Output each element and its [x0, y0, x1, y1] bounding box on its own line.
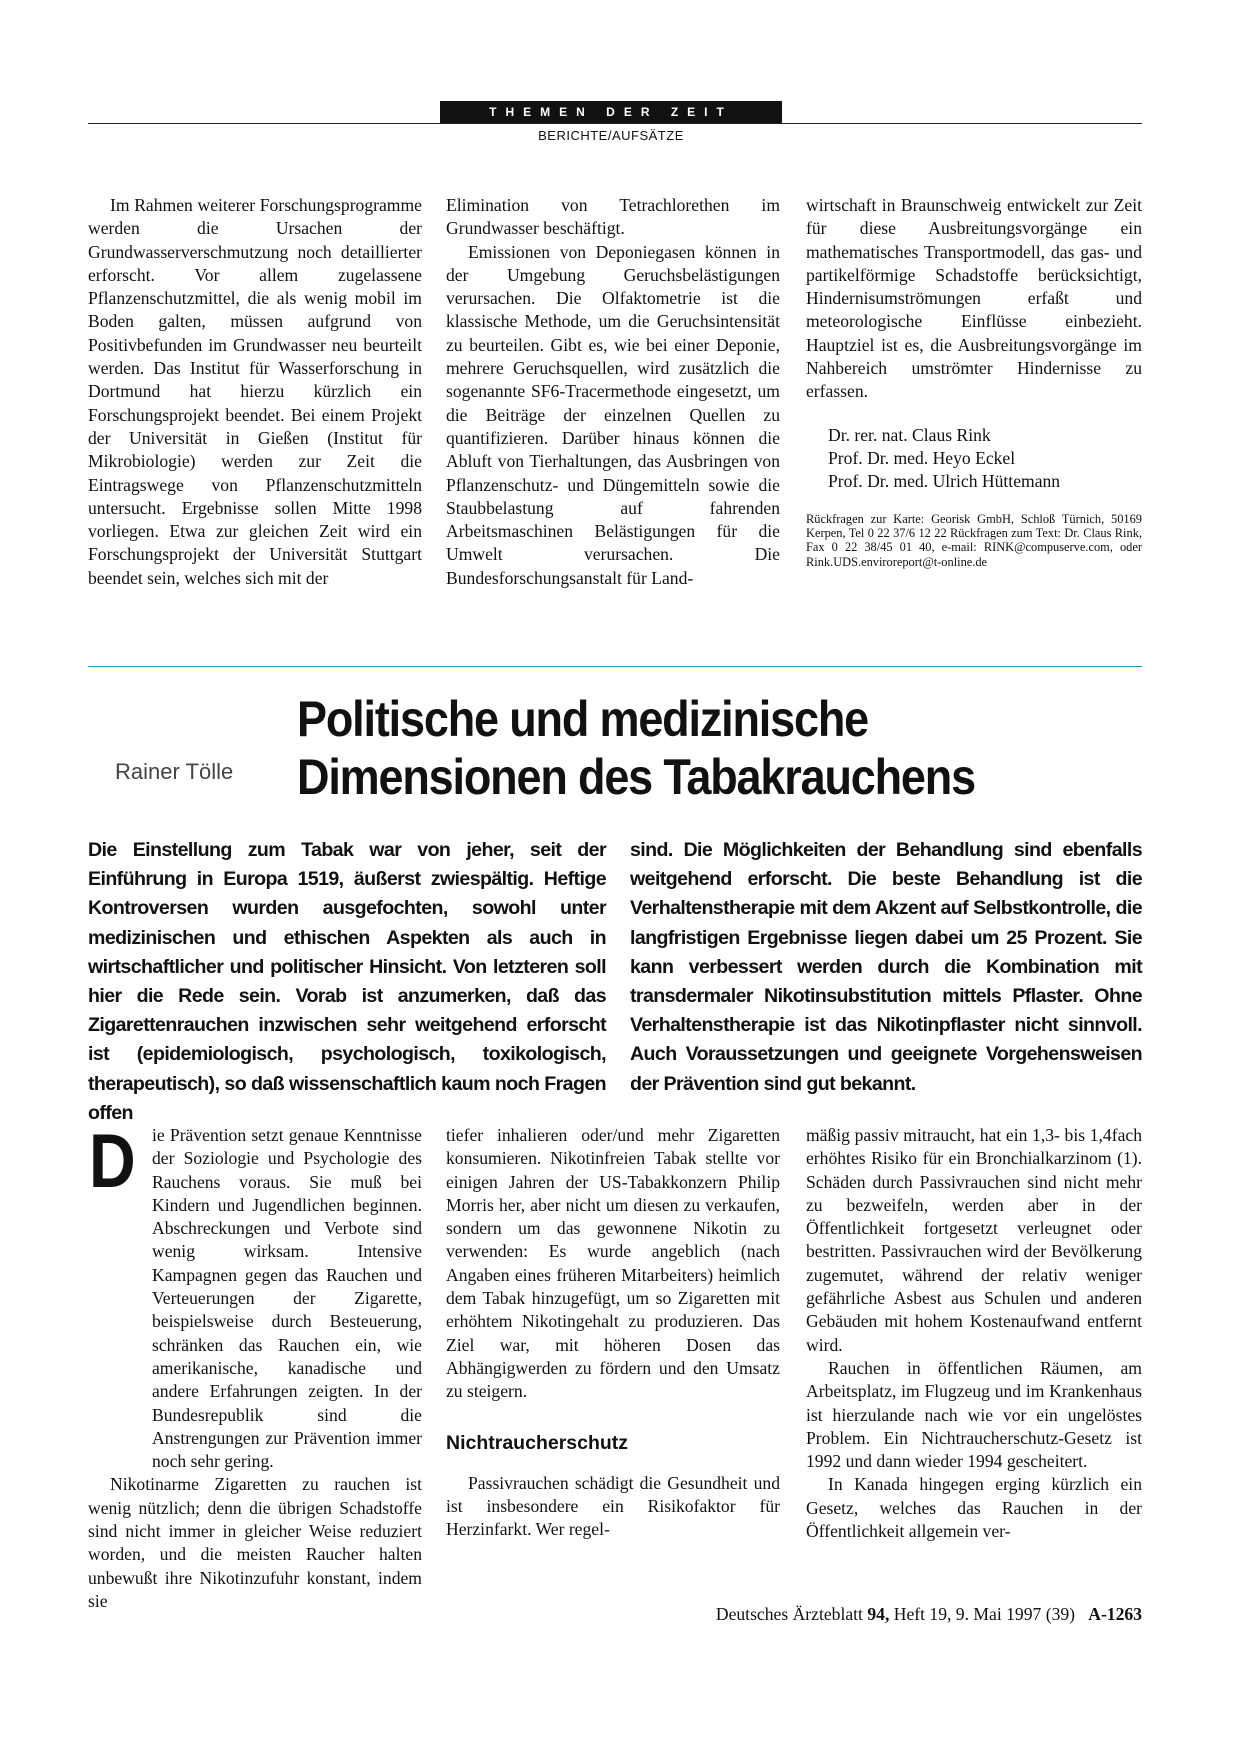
body-paragraph: mäßig passiv mitraucht, hat ein 1,3- bis 1,4fach erhöhtes Risiko für ein Bronchialkarzinom (1). Schäden durch Passivrauchen sind nicht mehr zu bezweifeln, werden aber in der Öffentlichkeit fortgesetzt verleugnet oder bestritten. Passivrauchen wird der Bevölkerung zugemutet, während der relativ weniger gefährliche Asbest aus Schulen und anderen Gebäuden mit hohem Kostenaufwand entfernt wird. — [806, 1125, 1142, 1355]
section-banner: THEMEN DER ZEIT — [440, 101, 782, 123]
journal-name: Deutsches Ärzteblatt — [715, 1604, 863, 1624]
page-footer — [716, 1604, 1142, 1625]
prev-article-column-1 — [88, 194, 422, 590]
body-paragraph: ie Prävention setzt genaue Kenntnisse der Soziologie und Psychologie des Rauchens voraus. Sie muß bei Kindern und Jugendlichen beginnen. Abschreckungen und Verbote sind wenig wirksam. Intensive Kampagnen gegen das Rauchen und Verteuerungen der Zigarette, beispielsweise durch Besteuerung, schränken das Rauchen ein, wie amerikanische, kanadische und andere Erfahrungen zeigten. In der Bundesrepublik sind die Anstrengungen zur Prävention immer noch sehr gering. — [152, 1125, 422, 1472]
body-paragraph: tiefer inhalieren oder/und mehr Zigaretten konsumieren. Nikotinfreien Tabak stellte vor einigen Jahren der US-Tabakkonzern Philip Morris her, aber nicht um diesen zu verkaufen, sondern um das gewonnene Nikotin zu verwenden: Es wurde angeblich (nach Angaben eines früheren Mitarbeiters) heimlich dem Tabak hinzugefügt, um so Zigaretten mit erhöhtem Nikotingehalt zu produzieren. Das Ziel war, mit höheren Dosen das Abhängigwerden zu fördern und den Umsatz zu steigern. — [446, 1125, 780, 1402]
journal-volume: 94, — [867, 1604, 890, 1624]
article-title — [297, 690, 1071, 806]
author-signature: Dr. rer. nat. Claus Rink — [828, 424, 991, 445]
body-paragraph: Nikotinarme Zigaretten zu rauchen ist wenig nützlich; denn die übrigen Schadstoffe sind nicht immer in gleicher Weise reduziert worden, und die meisten Raucher halten unbewußt ihre Nikotinzufuhr konstant, indem sie — [88, 1474, 422, 1611]
prev-article-column-2 — [446, 194, 780, 590]
lead-column-right — [630, 836, 1142, 1099]
author-signature: Prof. Dr. med. Ulrich Hüttemann — [828, 471, 1061, 492]
prev-article-paragraph: Emissionen von Deponiegasen können in der Umgebung Geruchsbelästigungen verursachen. Die Olfaktometrie ist die klassische Methode, um die Geruchsintensität zu beurteilen. Gibt es, wie bei einer Deponie, mehrere Geruchsquellen, wird zusätzlich die sogenannte SF6-Tracermethode eingesetzt, um die Beiträge der einzelnen Quellen zu quantifizieren. Darüber hinaus können die Abluft von Tierhaltungen, das Ausbringen von Pflanzenschutz- und Düngemitteln sowie die Staubbelastung auf fahrenden Arbeitsmaschinen Belästigungen für die Umwelt verursachen. Die Bundesforschungsanstalt für Land- — [446, 241, 780, 588]
article-title-line-1: Politische und medizinische — [297, 691, 869, 747]
header-rule — [88, 123, 1142, 124]
contact-note: Rückfragen zur Karte: Georisk GmbH, Schloß Türnich, 50169 Kerpen, Tel 0 22 37/6 12 22 Rückfragen zum Text: Dr. Claus Rink, Fax 0 22 38/45 01 40, e-mail: RINK@compuserve.com, oder Rink.UDS.enviroreport@t-online.de — [806, 511, 1142, 569]
body-column-2 — [446, 1124, 780, 1541]
section-heading: Nichtraucherschutz — [446, 1431, 629, 1454]
body-column-1 — [88, 1119, 422, 1613]
drop-cap: D — [89, 1119, 136, 1204]
body-column-3 — [806, 1124, 1142, 1543]
article-author: Rainer Tölle — [115, 759, 234, 784]
prev-article-paragraph: Im Rahmen weiterer Forschungsprogramme werden die Ursachen der Grundwasserverschmutzung noch detaillierter erforscht. Vor allem zugelassene Pflanzenschutzmittel, die als wenig mobil im Boden galten, müssen aufgrund von Positivbefunden im Grundwasser neu beurteilt werden. Das Institut für Wasserforschung in Dortmund hat hierzu kürzlich ein Forschungsprojekt beendet. Bei einem Projekt der Universität in Gießen (Institut für Mikrobiologie) werden zur Zeit die Eintragswege von Pflanzenschutzmitteln untersucht. Ergebnisse sollen Mitte 1998 vorliegen. Etwa zur gleichen Zeit wird ein Forschungsprojekt der Universität Stuttgart beendet sein, welches sich mit der — [88, 195, 422, 588]
article-separator-rule — [88, 666, 1142, 667]
lead-paragraph: Die Einstellung zum Tabak war von jeher, seit der Einführung in Europa 1519, äußerst zwiespältig. Heftige Kontroversen wurden ausgefochten, sowohl unter medizinischen und ethischen Aspekten als auch in wirtschaftlicher und politischer Hinsicht. Von letzteren soll hier die Rede sein. Vorab ist anzumerken, daß das Zigarettenrauchen inzwischen sehr weitgehend erforscht ist (epidemiologisch, psychologisch, toxikologisch, therapeutisch), so daß wissenschaftlich kaum noch Fragen offen — [88, 839, 606, 1124]
lead-paragraph: sind. Die Möglichkeiten der Behandlung sind ebenfalls weitgehend erforscht. Die beste Behandlung ist die Verhaltenstherapie mit dem Akzent auf Selbstkontrolle, die langfristigen Ergebnisse liegen dabei um 25 Prozent. Sie kann verbessert werden durch die Kombination mit transdermaler Nikotinsubstitution mittels Pflaster. Ohne Verhaltenstherapie ist das Nikotinpflaster nicht sinnvoll. Auch Voraussetzungen und geeignete Vorgehensweisen der Prävention sind gut bekannt. — [630, 839, 1142, 1095]
journal-issue: Heft 19, 9. Mai 1997 (39) — [893, 1604, 1076, 1624]
subsection-label: BERICHTE/AUFSÄTZE — [538, 128, 684, 143]
page-number: A-1263 — [1088, 1604, 1142, 1624]
body-paragraph: Passivrauchen schädigt die Gesundheit und ist insbesondere ein Risikofaktor für Herzinfarkt. Wer regel- — [446, 1472, 780, 1540]
prev-article-paragraph: wirtschaft in Braunschweig entwickelt zur Zeit für diese Ausbreitungsvorgänge ein mathematisches Transportmodell, das gas- und partikelförmige Schadstoffe berücksichtigt, Hindernisumströmungen erfaßt und meteorologische Einflüsse einbezieht. Hauptziel ist es, die Ausbreitungsvorgänge im Nahbereich umströmter Hindernisse zu erfassen. — [806, 195, 1142, 402]
article-title-line-2: Dimensionen des Tabakrauchens — [297, 749, 975, 805]
prev-article-paragraph: Elimination von Tetrachlorethen im Grundwasser beschäftigt. — [446, 195, 780, 239]
body-paragraph: In Kanada hingegen erging kürzlich ein Gesetz, welches das Rauchen in der Öffentlichkeit allgemein ver- — [806, 1474, 1142, 1542]
author-signature: Prof. Dr. med. Heyo Eckel — [828, 447, 1016, 468]
lead-column-left — [88, 836, 606, 1128]
body-paragraph: Rauchen in öffentlichen Räumen, am Arbeitsplatz, im Flugzeug und im Krankenhaus ist hierzulande nach wie vor ein ungelöstes Problem. Ein Nichtraucherschutz-Gesetz ist 1992 und dann wieder 1994 gescheitert. — [806, 1357, 1142, 1472]
prev-article-column-3 — [806, 194, 1142, 569]
